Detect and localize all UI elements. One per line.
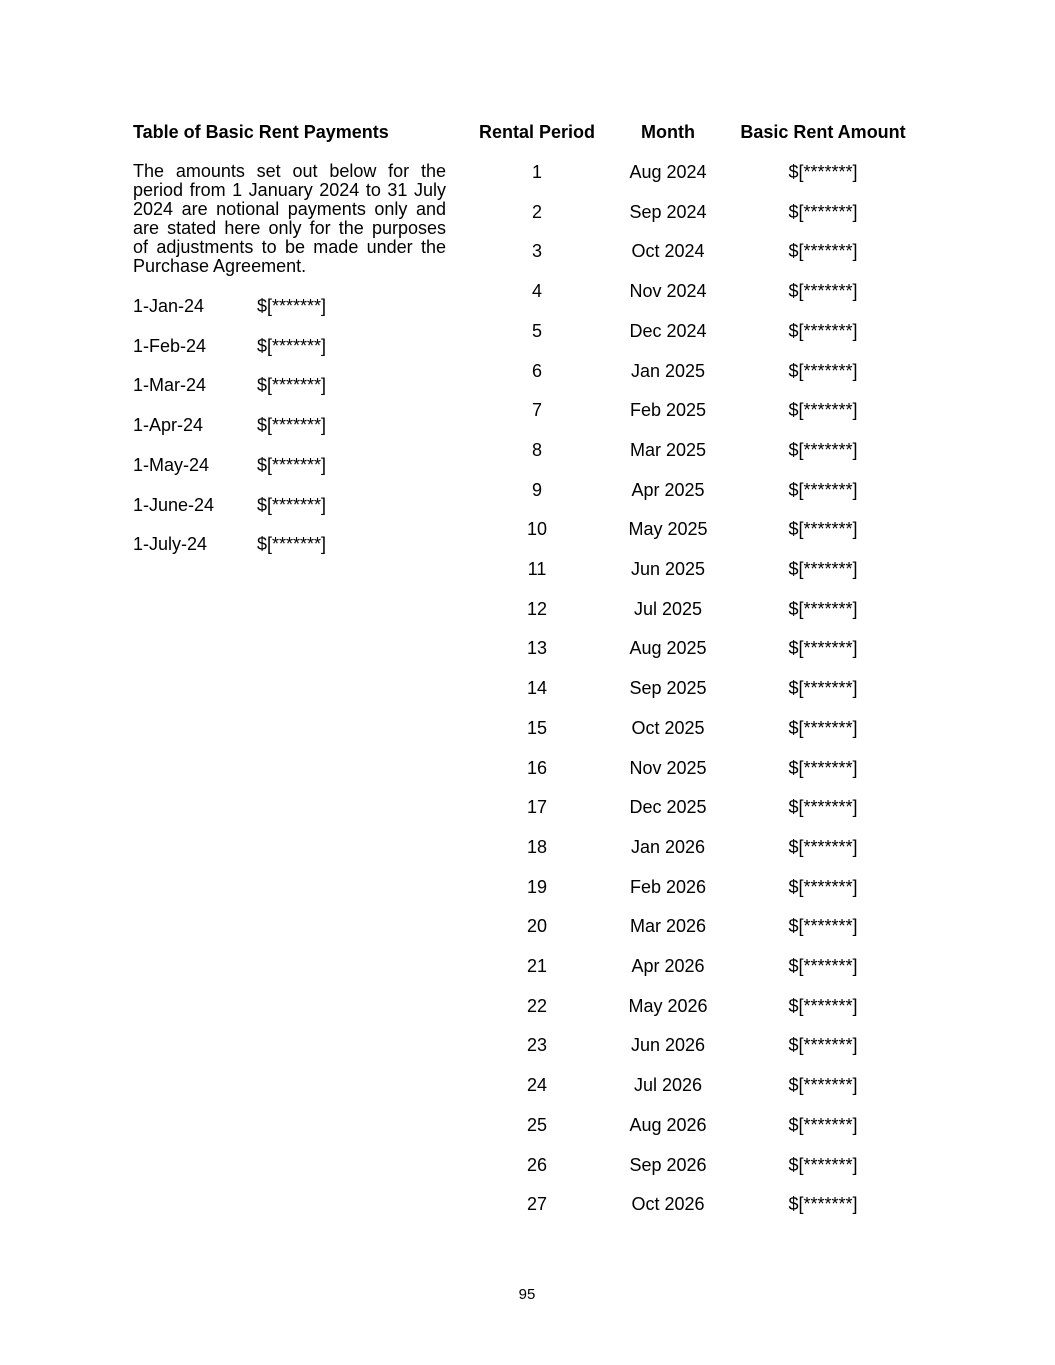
month-cell: Oct 2024	[631, 241, 705, 262]
rental-period-cell: 21	[526, 956, 548, 976]
rental-period-cell: 20	[526, 916, 548, 937]
month-cell: Aug 2025	[629, 638, 707, 659]
rental-period-cell: 8	[531, 439, 543, 460]
rent-amount-cell: $[*******]	[788, 598, 858, 619]
rent-amount-cell: $[*******]	[788, 678, 858, 699]
month-cell: Jul 2026	[633, 1075, 703, 1096]
month-cell: Jun 2026	[630, 1035, 706, 1056]
month-cell: Jul 2025	[633, 598, 703, 619]
notional-date: 1-Apr-24	[133, 415, 204, 436]
rental-period-cell: 11	[527, 559, 547, 579]
rent-amount-cell: $[*******]	[788, 201, 858, 222]
page-title: Table of Basic Rent Payments	[133, 122, 389, 142]
rent-amount-cell: $[*******]	[788, 1154, 858, 1175]
rent-amount-cell: $[*******]	[788, 1194, 858, 1215]
notional-date: 1-Mar-24	[133, 375, 207, 396]
month-cell: May 2026	[628, 995, 708, 1016]
month-cell: Nov 2025	[629, 757, 707, 778]
rental-period-cell: 26	[526, 1154, 548, 1175]
rent-amount-cell: $[*******]	[788, 876, 858, 897]
rental-period-cell: 16	[526, 757, 548, 778]
rental-period-cell: 24	[526, 1075, 548, 1096]
rental-period-cell: 23	[526, 1035, 548, 1056]
rental-period-cell: 13	[526, 638, 548, 659]
rental-period-cell: 17	[526, 797, 548, 818]
notional-amount: $[*******]	[257, 454, 327, 475]
rent-amount-cell: $[*******]	[788, 836, 858, 857]
rent-amount-cell: $[*******]	[788, 1075, 858, 1096]
month-cell: Oct 2025	[631, 717, 705, 738]
rental-period-cell: 14	[526, 678, 548, 699]
rent-amount-cell: $[*******]	[788, 360, 858, 381]
rent-amount-cell: $[*******]	[788, 400, 858, 421]
month-cell: May 2025	[628, 519, 708, 540]
notional-date: 1-May-24	[133, 454, 210, 475]
month-cell: Jan 2026	[630, 836, 706, 857]
rent-amount-cell: $[*******]	[788, 281, 858, 302]
notional-date: 1-July-24	[133, 534, 208, 555]
rental-period-cell: 6	[531, 360, 543, 381]
rental-period-cell: 10	[526, 519, 548, 540]
rental-period-cell: 25	[526, 1114, 548, 1135]
month-cell: Sep 2024	[629, 201, 707, 222]
intro-paragraph: The amounts set out below for the period from 1 January 2024 to 31 July 2024 are notional payments only and are stated here only for the purposes of adjustments to be made under the Purchase Agreement.	[133, 161, 446, 276]
rental-period-cell: 15	[526, 717, 548, 738]
notional-date: 1-June-24	[133, 494, 215, 515]
rent-amount-cell: $[*******]	[788, 162, 858, 182]
month-cell: Mar 2025	[629, 439, 707, 460]
rent-amount-cell: $[*******]	[788, 916, 858, 937]
rental-period-cell: 19	[526, 876, 548, 897]
month-cell: Sep 2026	[629, 1154, 707, 1175]
rental-period-cell: 27	[526, 1194, 548, 1215]
notional-amount: $[*******]	[257, 415, 327, 436]
header-rental-period: Rental Period	[478, 122, 596, 142]
rent-amount-cell: $[*******]	[788, 797, 858, 818]
month-cell: Mar 2026	[629, 916, 707, 937]
notional-date: 1-Feb-24	[133, 335, 207, 356]
month-cell: Feb 2026	[629, 876, 707, 897]
rental-period-cell: 9	[531, 479, 543, 500]
rental-period-cell: 5	[531, 320, 543, 341]
rent-amount-cell: $[*******]	[788, 320, 858, 341]
month-cell: Feb 2025	[629, 400, 707, 421]
rental-period-cell: 3	[531, 241, 543, 262]
month-cell: Apr 2025	[631, 479, 705, 500]
month-cell: Aug 2026	[629, 1114, 707, 1135]
rental-period-cell: 2	[531, 201, 543, 222]
rental-period-cell: 1	[531, 162, 543, 182]
notional-amount: $[*******]	[257, 335, 327, 356]
header-basic-rent-amount: Basic Rent Amount	[740, 122, 906, 142]
notional-amount: $[*******]	[257, 494, 327, 515]
rental-period-cell: 4	[531, 281, 543, 302]
month-cell: Jun 2025	[630, 559, 706, 579]
rental-period-cell: 18	[526, 836, 548, 857]
page-number: 95	[518, 1286, 536, 1303]
rental-period-cell: 22	[526, 995, 548, 1016]
notional-date: 1-Jan-24	[133, 296, 205, 316]
month-cell: Apr 2026	[631, 956, 705, 976]
rent-amount-cell: $[*******]	[788, 439, 858, 460]
rent-amount-cell: $[*******]	[788, 956, 858, 976]
month-cell: Sep 2025	[629, 678, 707, 699]
rent-amount-cell: $[*******]	[788, 1114, 858, 1135]
rent-amount-cell: $[*******]	[788, 559, 858, 579]
rental-period-cell: 7	[531, 400, 543, 421]
rental-period-cell: 12	[526, 598, 548, 619]
month-cell: Jan 2025	[630, 360, 706, 381]
month-cell: Nov 2024	[629, 281, 707, 302]
rent-amount-cell: $[*******]	[788, 638, 858, 659]
notional-amount: $[*******]	[257, 375, 327, 396]
rent-amount-cell: $[*******]	[788, 1035, 858, 1056]
rent-amount-cell: $[*******]	[788, 995, 858, 1016]
rent-amount-cell: $[*******]	[788, 519, 858, 540]
rent-amount-cell: $[*******]	[788, 241, 858, 262]
month-cell: Oct 2026	[631, 1194, 705, 1215]
rent-amount-cell: $[*******]	[788, 717, 858, 738]
month-cell: Aug 2024	[629, 162, 707, 182]
notional-amount: $[*******]	[257, 534, 327, 555]
notional-amount: $[*******]	[257, 296, 327, 316]
month-cell: Dec 2025	[629, 797, 707, 818]
rent-amount-cell: $[*******]	[788, 757, 858, 778]
header-month: Month	[641, 122, 695, 142]
rent-amount-cell: $[*******]	[788, 479, 858, 500]
month-cell: Dec 2024	[629, 320, 707, 341]
